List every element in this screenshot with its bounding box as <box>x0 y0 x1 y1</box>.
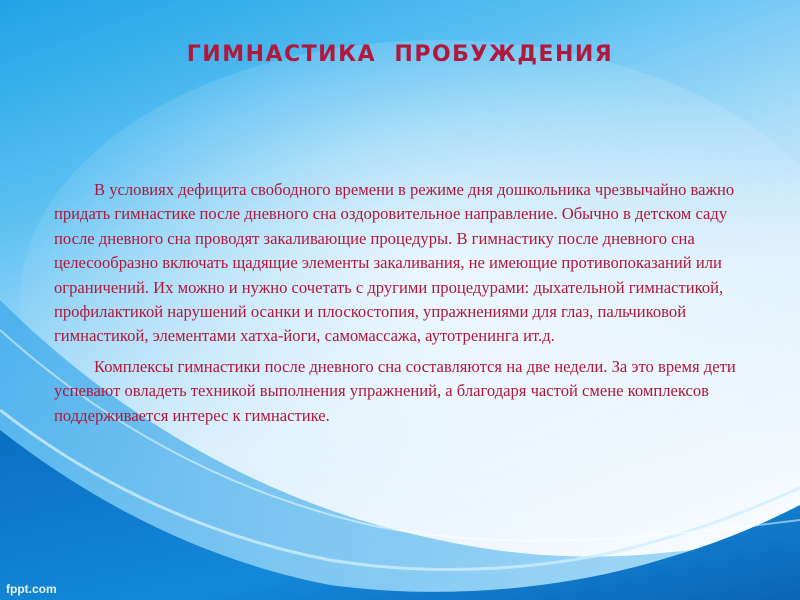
watermark-logo: fppt.com <box>6 582 57 596</box>
paragraph-2: Комплексы гимнастики после дневного сна составляются на две недели. За это время дети успевают овладеть техникой выполнения упражнений, а благодаря частой смене комплексов поддерживается интерес к гимнастике. <box>54 356 736 425</box>
paragraph-1: В условиях дефицита свободного времени в режиме дня дошкольника чрезвычайно важно придать гимнастике после дневного сна оздоровительное направление. Обычно в детском саду после дневного сна проводят закаливающие процедуры. В гимнастику после дневного сна целесообразно включать щадящие элементы закаливания, не имеющие противопоказаний или ограничений. Их можно и нужно сочетать с другими процедурами: дыхательной гимнастикой, профилактикой нарушений осанки и плоскостопия, упражнениями для глаз, пальчиковой гимнастикой, элементами хатха-йоги, самомассажа, аутотренинга ит.д. <box>54 180 735 346</box>
slide-title: ГИМНАСТИКА ПРОБУЖДЕНИЯ <box>186 42 614 67</box>
slide-body <box>54 178 754 434</box>
